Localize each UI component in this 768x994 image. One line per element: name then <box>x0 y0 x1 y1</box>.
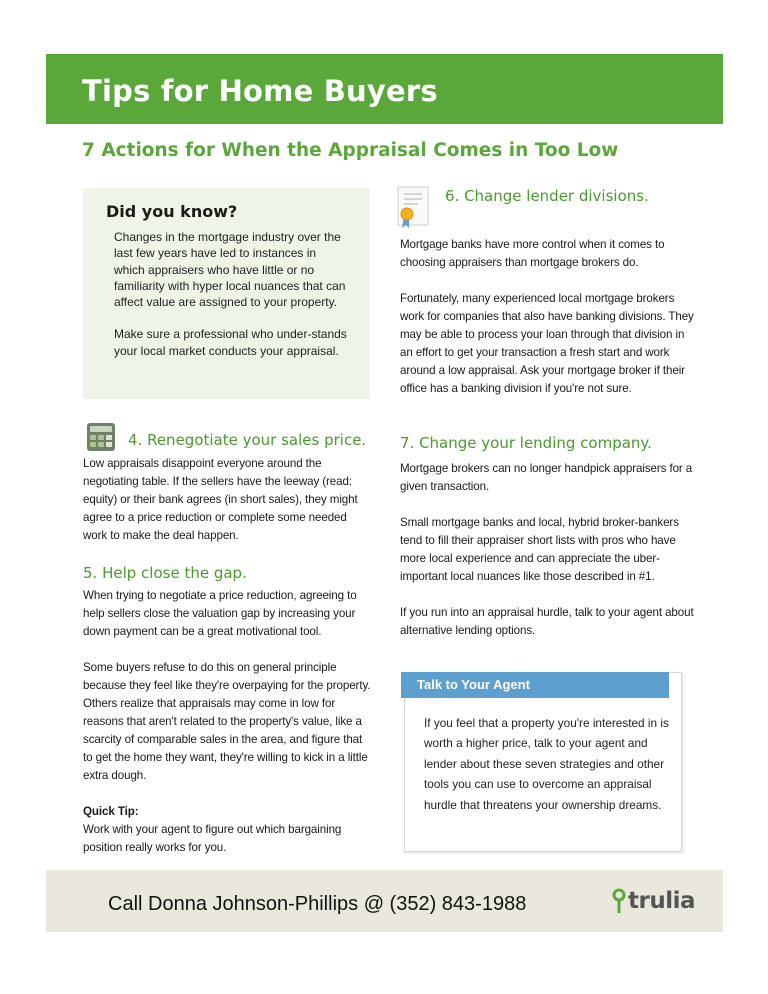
quick-tip-text: Work with your agent to figure out which bargaining position really works for you. <box>83 823 342 854</box>
section-4-body <box>83 455 373 545</box>
header-banner <box>46 54 723 124</box>
talk-to-agent-title: Talk to Your Agent <box>417 677 530 692</box>
page-title: Tips for Home Buyers <box>82 74 438 108</box>
quick-tip <box>83 803 373 857</box>
did-you-know-title: Did you know? <box>106 202 238 221</box>
section-7-paragraph: Small mortgage banks and local, hybrid broker-bankers tend to fill their appraiser short lists with pros who have more local experience and can appreciate the uber-important local nuances like those described in #1. <box>400 516 679 583</box>
section-6-paragraph: Mortgage banks have more control when it comes to choosing appraisers than mortgage brokers do. <box>400 238 665 269</box>
footer-bar <box>46 870 723 932</box>
trulia-wordmark: trulia <box>628 888 695 914</box>
certificate-ribbon-icon <box>396 186 430 230</box>
quick-tip-label: Quick Tip: <box>83 805 139 818</box>
talk-to-agent-tab <box>401 672 669 698</box>
section-5-paragraph: When trying to negotiate a price reduction, agreeing to help sellers close the valuation gap by increasing your down payment can be a great motivational tool. <box>83 589 357 638</box>
section-5-paragraph: Some buyers refuse to do this on general principle because they feel like they're overpaying for the property. Others realize that appraisals may come in low for reasons that aren't related to the property's value, like a scarcity of comparable sales in the area, and figure that to get the home they want, they're willing to kick in a little extra dough. <box>83 661 371 782</box>
did-you-know-paragraph: Changes in the mortgage industry over the last few years have led to instances in which appraisers who have little or no familiarity with hyper local nuances that can affect value are assigned to your property. <box>114 230 346 310</box>
calculator-icon <box>86 422 116 452</box>
talk-to-agent-text: If you feel that a property you're interested in is worth a higher price, talk to your agent and lender about these seven strategies and other tools you can use to overcome an appraisal hurdle that threatens your ownership dreams. <box>424 716 669 812</box>
did-you-know-paragraph: Make sure a professional who under-stands your local market conducts your appraisal. <box>114 327 347 358</box>
contact-line: Call Donna Johnson-Phillips @ (352) 843-1988 <box>108 893 527 915</box>
page-subtitle: 7 Actions for When the Appraisal Comes in Too Low <box>82 140 619 161</box>
section-6-body <box>400 236 700 398</box>
section-4-heading: 4. Renegotiate your sales price. <box>128 431 367 449</box>
section-5-body <box>83 587 373 857</box>
trulia-logo <box>612 884 695 914</box>
section-7-heading: 7. Change your lending company. <box>400 434 652 452</box>
did-you-know-body <box>114 229 350 375</box>
section-6-heading: 6. Change lender divisions. <box>445 187 649 205</box>
section-7-body <box>400 460 700 640</box>
did-you-know-callout <box>83 188 370 399</box>
section-5-heading: 5. Help close the gap. <box>83 564 247 582</box>
location-pin-icon <box>612 888 626 914</box>
section-4-paragraph: Low appraisals disappoint everyone around the negotiating table. If the sellers have the leeway (read: equity) or their bank agrees (in short sales), they might agree to a price reduction or complete some needed work to make the deal happen. <box>83 457 358 542</box>
talk-to-agent-box <box>404 672 682 852</box>
section-7-paragraph: Mortgage brokers can no longer handpick appraisers for a given transaction. <box>400 462 693 493</box>
section-7-paragraph: If you run into an appraisal hurdle, talk to your agent about alternative lending options. <box>400 606 694 637</box>
section-6-paragraph: Fortunately, many experienced local mortgage brokers work for companies that also have banking divisions. They may be able to process your loan through that division in an effort to get your transaction a fresh start and work around a low appraisal. Ask your mortgage broker if their office has a banking division if you're not sure. <box>400 292 694 395</box>
